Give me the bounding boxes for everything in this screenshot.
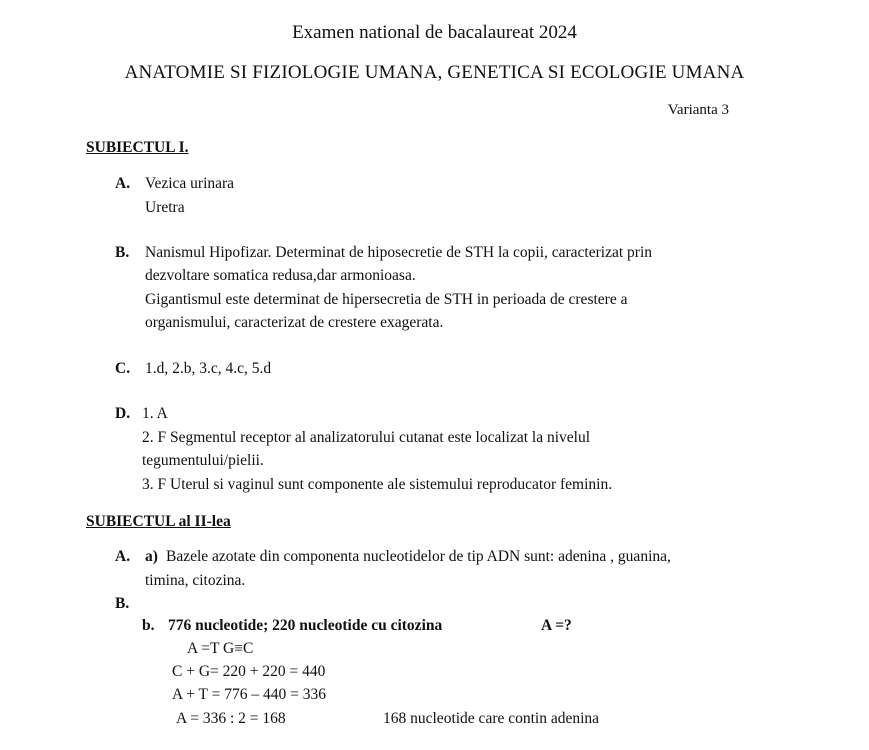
item-b-line-4: organismului, caracterizat de crestere exagerata.: [145, 314, 444, 331]
item-d-marker: D.: [115, 405, 131, 422]
item-2b-sub-marker: b.: [142, 617, 155, 634]
item-d-line-1: 1. A: [142, 405, 168, 422]
item-a-line-1: Vezica urinara: [145, 175, 235, 192]
section-title-subiect-1: SUBIECTUL I.: [86, 139, 189, 156]
item-d-line-2: 2. F Segmentul receptor al analizatorului cutanat este localizat la nivelul: [142, 429, 591, 446]
item-d-line-4: 3. F Uterul si vaginul sunt componente ale sistemului reproducator feminin.: [142, 476, 613, 493]
item-2b-given: 776 nucleotide; 220 nucleotide cu citozina: [168, 617, 443, 634]
variant-label: Varianta 3: [667, 102, 729, 118]
item-b-line-1: Nanismul Hipofizar. Determinat de hiposecretie de STH la copii, caracterizat prin: [145, 244, 652, 261]
item-a-marker: A.: [115, 175, 131, 192]
item-d-line-3: tegumentului/pielii.: [142, 452, 264, 469]
item-2a-sub-marker: a): [145, 548, 158, 565]
item-b-marker: B.: [115, 244, 130, 261]
item-2b-question: A =?: [541, 617, 572, 634]
item-c-marker: C.: [115, 360, 131, 377]
item-b-line-2: dezvoltare somatica redusa,dar armonioasa.: [145, 267, 416, 284]
calc-line-1: A =T G≡C: [187, 640, 254, 657]
item-2b-marker: B.: [115, 595, 130, 612]
item-2a-line-2: timina, citozina.: [145, 572, 246, 589]
exam-title: Examen national de bacalaureat 2024: [292, 22, 577, 43]
calc-result: 168 nucleotide care contin adenina: [383, 710, 600, 727]
item-a-line-2: Uretra: [145, 199, 185, 216]
calc-line-4: A = 336 : 2 = 168: [176, 710, 286, 727]
item-b-line-3: Gigantismul este determinat de hipersecretia de STH in perioada de crestere a: [145, 291, 628, 308]
section-title-subiect-2: SUBIECTUL al II-lea: [86, 513, 231, 530]
calc-line-3: A + T = 776 – 440 = 336: [172, 686, 326, 703]
item-2a-line-1: Bazele azotate din componenta nucleotidelor de tip ADN sunt: adenina , guanina,: [166, 548, 671, 565]
calc-line-2: C + G= 220 + 220 = 440: [172, 663, 326, 680]
item-2a-marker: A.: [115, 548, 131, 565]
item-c-answers: 1.d, 2.b, 3.c, 4.c, 5.d: [145, 360, 272, 377]
subject-title: ANATOMIE SI FIZIOLOGIE UMANA, GENETICA SI ECOLOGIE UMANA: [124, 62, 745, 83]
